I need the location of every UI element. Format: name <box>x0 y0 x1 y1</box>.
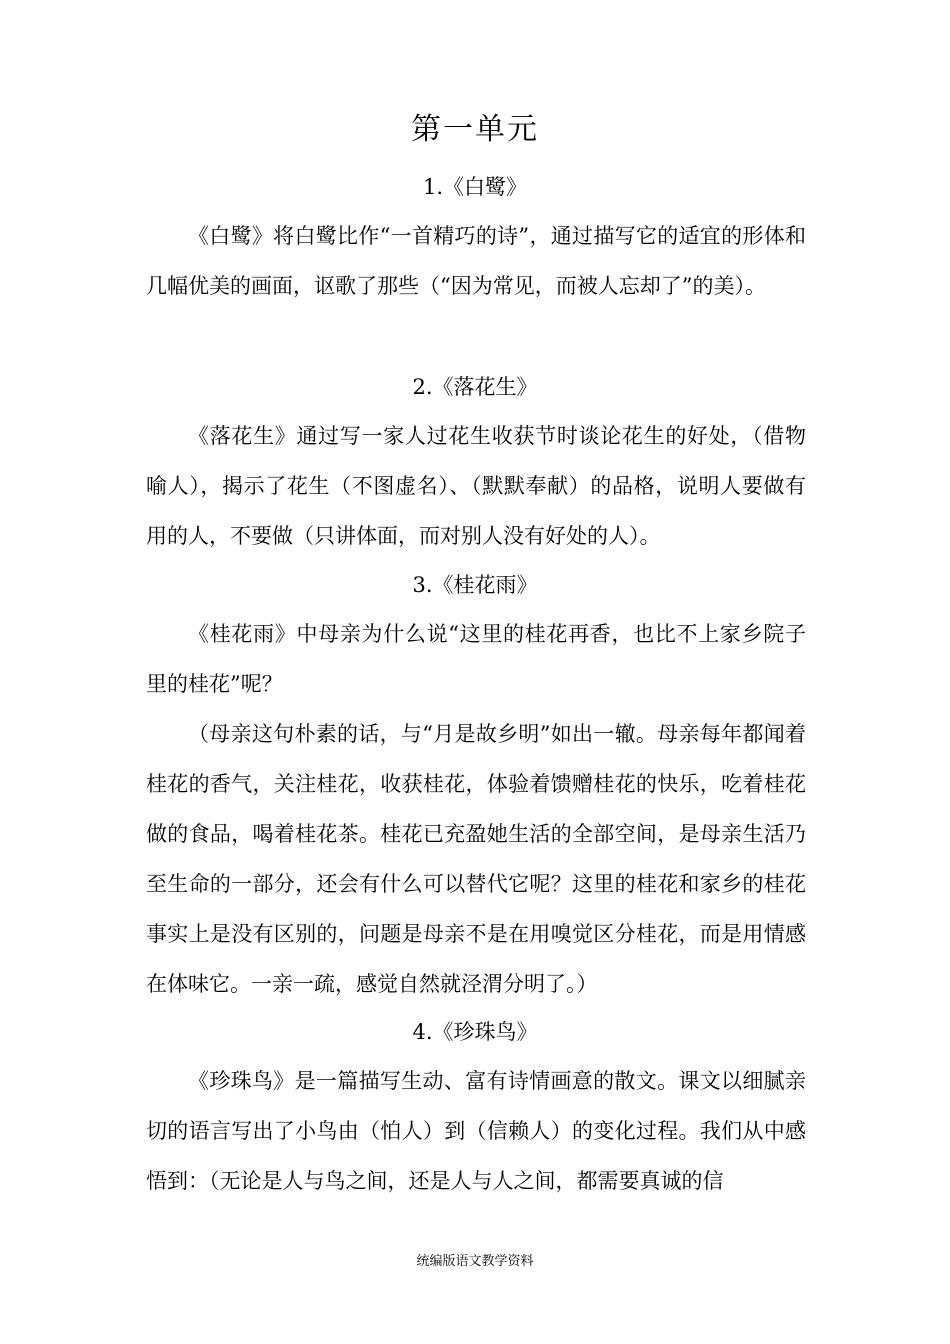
section-3-paragraph-2: （母亲这句朴素的话，与“月是故乡明”如出一辙。母亲每年都闻着桂花的香气，关注桂花，收获桂花，体验着馈赠桂花的快乐，吃着桂花做的食品，喝着桂花茶。桂花已充盈她生活的全部空间，是母亲生活乃至生命的一部分，还会有什么可以替代它呢？这里的桂花和家乡的桂花事实上是没有区别的，问题是母亲不是在用嗅觉区分桂花，而是用情感在体味它。一亲一疏，感觉自然就泾渭分明了。） <box>146 722 806 996</box>
unit-title: 第一单元 <box>411 112 539 147</box>
section-2-paragraph-1: 《落花生》通过写一家人过花生收获节时谈论花生的好处，（借物喻人），揭示了花生（不图虚名）、（默默奉献）的品格，说明人要做有用的人，不要做（只讲体面，而对别人没有好处的人）。 <box>146 424 806 548</box>
section-1-paragraph-1: 《白鹭》将白鹭比作“一首精巧的诗”，通过描写它的适宜的形体和几幅优美的画面，讴歌了那些（“因为常见，而被人忘却了”的美）。 <box>146 224 806 298</box>
section-title-4: 4.《珍珠鸟》 <box>412 1020 538 1044</box>
section-title-1: 1.《白鹭》 <box>422 175 528 199</box>
page-footer: 统编版语文教学资料 <box>416 1254 534 1269</box>
section-3-paragraph-1: 《桂花雨》中母亲为什么说“这里的桂花再香，也比不上家乡院子里的桂花”呢？ <box>146 622 806 696</box>
section-title-3: 3.《桂花雨》 <box>412 573 538 597</box>
section-title-2: 2.《落花生》 <box>412 375 538 399</box>
section-4-paragraph-1: 《珍珠鸟》是一篇描写生动、富有诗情画意的散文。课文以细腻亲切的语言写出了小鸟由（怕人）到（信赖人）的变化过程。我们从中感悟到：（无论是人与鸟之间，还是人与人之间，都需要真诚的信 <box>146 1069 806 1193</box>
